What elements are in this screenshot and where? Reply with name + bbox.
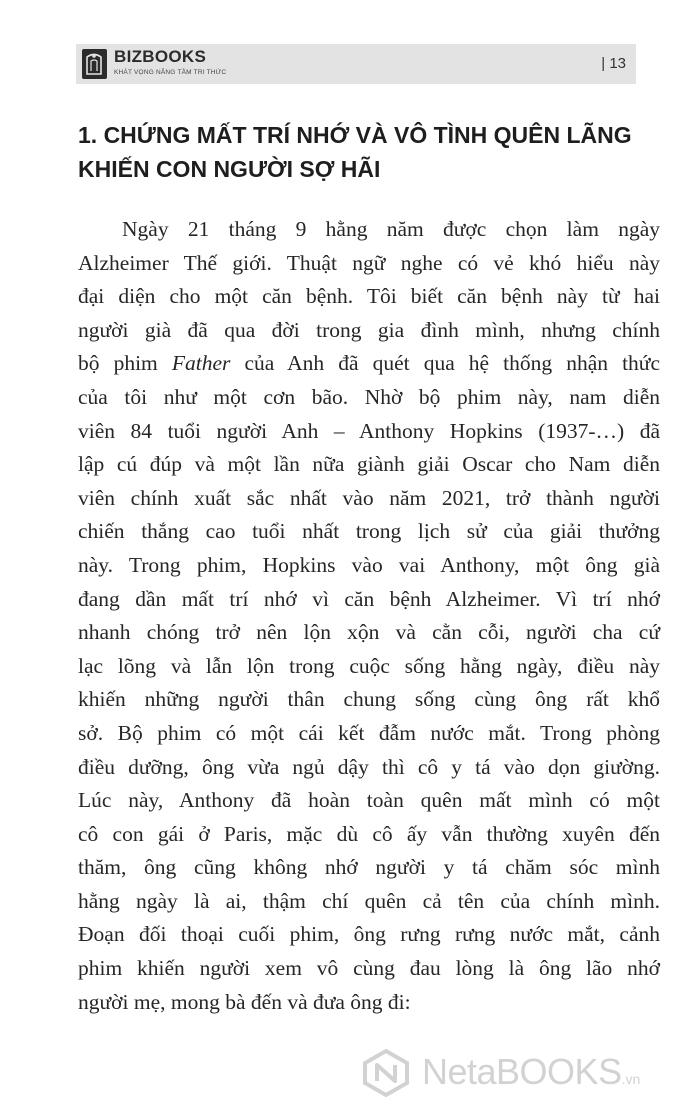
text-line: hằng ngày là ai, thậm chí quên cả tên của chính mình. bbox=[78, 888, 660, 913]
text-line: đang dần mất trí nhớ vì căn bệnh Alzheimer. Vì trí nhớ bbox=[78, 586, 660, 611]
chapter-title-line-2: KHIẾN CON NGƯỜI SỢ HÃI bbox=[78, 156, 381, 182]
text-line: Lúc này, Anthony đã hoàn toàn quên mất mình có một bbox=[78, 788, 660, 813]
text-line: đại diện cho một căn bệnh. Tôi biết căn bệnh này từ hai bbox=[78, 284, 660, 309]
brand-name: BIZBOOKS bbox=[114, 47, 207, 66]
netabooks-logo-icon bbox=[360, 1048, 412, 1098]
text-line: cô con gái ở Paris, mặc dù cô ấy vẫn thường xuyên đến bbox=[78, 821, 660, 846]
text-line: lập cú đúp và một lần nữa giành giải Oscar cho Nam diễn bbox=[78, 452, 660, 477]
netabooks-watermark bbox=[360, 1048, 690, 1098]
text-line: Alzheimer Thế giới. Thuật ngữ nghe có vẻ khó hiểu này bbox=[78, 250, 660, 275]
text-line: thăm, ông cũng không nhớ người y tá chăm sóc mình bbox=[78, 855, 660, 880]
text-line: viên 84 tuổi người Anh – Anthony Hopkins (1937-…) đã bbox=[78, 418, 660, 443]
text-line: Ngày 21 tháng 9 hằng năm được chọn làm ngày bbox=[122, 217, 660, 241]
bizbooks-logo-icon bbox=[82, 49, 107, 79]
text-line: Đoạn đối thoại cuối phim, ông rưng rưng nước mắt, cảnh bbox=[78, 922, 660, 947]
text-line: khiến những người thân chung sống cùng ông rất khổ bbox=[78, 687, 660, 712]
watermark-brand: NetaBOOKS bbox=[422, 1051, 622, 1092]
text-segment: bộ phim bbox=[78, 351, 172, 376]
text-line: người mẹ, mong bà đến và đưa ông đi: bbox=[78, 989, 411, 1014]
running-header bbox=[76, 44, 636, 84]
text-line: lạc lõng và lẫn lộn trong cuộc sống hằng ngày, điều này bbox=[78, 653, 660, 678]
watermark-text bbox=[422, 1051, 640, 1093]
watermark-suffix: .vn bbox=[621, 1071, 641, 1087]
text-line bbox=[78, 347, 660, 381]
body-paragraph bbox=[78, 213, 660, 1019]
brand-tagline: KHÁT VỌNG NÂNG TẦM TRI THỨC bbox=[114, 69, 227, 76]
text-line: này. Trong phim, Hopkins vào vai Anthony, một ông già bbox=[78, 552, 660, 577]
text-line: sở. Bộ phim có một cái kết đẫm nước mắt. Trong phòng bbox=[78, 720, 660, 745]
chapter-title bbox=[78, 118, 658, 186]
chapter-title-line-1: 1. CHỨNG MẤT TRÍ NHỚ VÀ VÔ TÌNH QUÊN LÃNG bbox=[78, 122, 632, 148]
film-title-father: Father bbox=[171, 351, 231, 376]
text-line: nhanh chóng trở nên lộn xộn và cằn cỗi, người cha cứ bbox=[78, 620, 660, 645]
text-line: người già đã qua đời trong gia đình mình, nhưng chính bbox=[78, 317, 660, 342]
text-line: phim khiến người xem vô cùng đau lòng là ông lão nhớ bbox=[78, 956, 660, 981]
text-segment: của Anh đã quét qua hệ thống nhận thức bbox=[230, 351, 660, 376]
text-line: điều dưỡng, ông vừa ngủ dậy thì cô y tá vào dọn giường. bbox=[78, 754, 660, 779]
text-line: viên chính xuất sắc nhất vào năm 2021, trở thành người bbox=[78, 485, 660, 510]
page-number: | 13 bbox=[601, 55, 626, 72]
text-line: của tôi như một cơn bão. Nhờ bộ phim này, nam diễn bbox=[78, 384, 660, 409]
text-line: chiến thắng cao tuổi nhất trong lịch sử của giải thưởng bbox=[78, 519, 660, 544]
